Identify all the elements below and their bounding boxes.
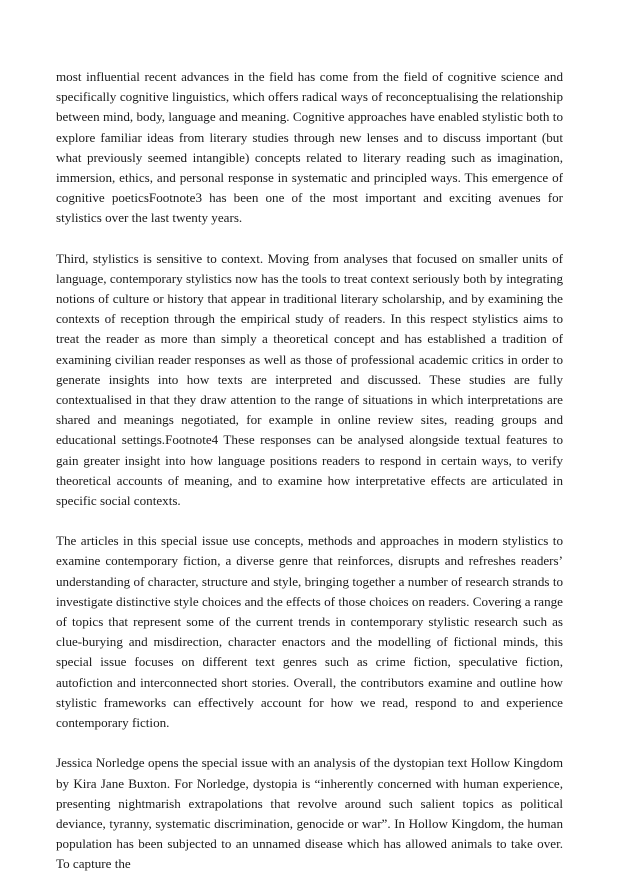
- paragraph-context: Third, stylistics is sensitive to context. Moving from analyses that focused on smaller units of language, contemporary stylistics now has the tools to treat context seriously both by integrating notions of culture or history that appear in traditional literary scholarship, and by examining the contexts of reception through the empirical study of readers. In this respect stylistics aims to treat the reader as more than simply a theoretical concept and has established a tradition of examining civilian reader responses as well as those of professional academic critics in order to generate insights into how texts are interpreted and discussed. These studies are fully contextualised in that they draw attention to the range of situations in which interpretations are shared and meanings negotiated, for example in online review sites, reading groups and educational settings.Footnote4 These responses can be analysed alongside textual features to gain greater insight into how language positions readers to respond in certain ways, to verify theoretical accounts of meaning, and to examine how interpretative effects are articulated in specific social contexts.: [56, 250, 563, 509]
- document-page: [56, 67, 563, 895]
- paragraph-norledge: Jessica Norledge opens the special issue with an analysis of the dystopian text Hollow Kingdom by Kira Jane Buxton. For Norledge, dystopia is “inherently concerned with human experience, presenting nightmarish extrapolations that revolve around such salient topics as political deviance, tyranny, systematic discrimination, genocide or war”. In Hollow Kingdom, the human population has been subjected to an unnamed disease which has allowed animals to take over. To capture the: [56, 755, 563, 872]
- paragraph-special-issue: The articles in this special issue use concepts, methods and approaches in modern stylistics to examine contemporary fiction, a diverse genre that reinforces, disrupts and refreshes readers’ understanding of character, structure and style, bringing together a number of research strands to investigate distinctive style choices and the effects of those choices on readers. Covering a range of topics that represent some of the current trends in contemporary stylistic research such as clue-burying and misdirection, character enactors and the modelling of fictional minds, this special issue focuses on different text genres such as crime fiction, speculative fiction, autofiction and interconnected short stories. Overall, the contributors examine and outline how stylistic frameworks can effectively account for how we read, respond to and experience contemporary fiction.: [56, 533, 563, 731]
- paragraph-cognitive-poetics: most influential recent advances in the field has come from the field of cognitive science and specifically cognitive linguistics, which offers radical ways of reconceptualising the relationship between mind, body, language and meaning. Cognitive approaches have enabled stylistic both to explore familiar ideas from literary studies through new lenses and to discuss important (but what previously seemed intangible) concepts related to literary reading such as imagination, immersion, ethics, and personal response in systematic and principled ways. This emergence of cognitive poeticsFootnote3 has been one of the most important and exciting avenues for stylistics over the last twenty years.: [56, 69, 563, 226]
